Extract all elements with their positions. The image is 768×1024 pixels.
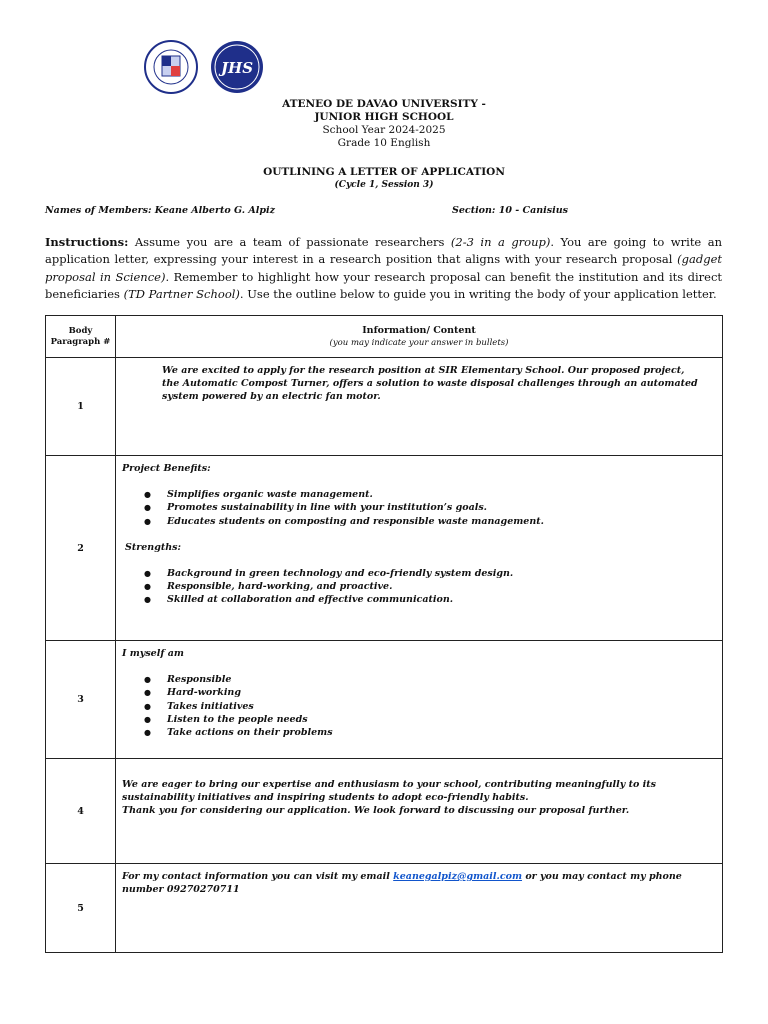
instructions-text: . You are going to write an application letter, expressing your interest in a research position that aligns with your research proposal [45, 235, 722, 267]
list-item: ● Responsible [122, 673, 716, 686]
list-item: ● Background in green technology and eco-friendly system design. [122, 567, 716, 580]
list-item: ● Listen to the people needs [122, 713, 716, 726]
title-sub: (Cycle 1, Session 3) [334, 180, 434, 190]
list-item: ● Simplifies organic waste management. [122, 488, 716, 501]
list-item: ● Responsible, hard-working, and proactive. [122, 580, 716, 593]
members-line [45, 205, 725, 216]
paragraph-content [116, 641, 723, 759]
list-item: ● Skilled at collaboration and effective communication. [122, 593, 716, 606]
svg-text:JHS: JHS [220, 59, 254, 77]
contact-paragraph [116, 864, 722, 896]
logos [138, 40, 278, 96]
ateneo-seal-logo [138, 40, 204, 94]
list-item: ● Educates students on composting and responsible waste management. [122, 515, 716, 528]
list-item: ● Takes initiatives [122, 700, 716, 713]
thank-you-paragraph: Thank you for considering our application. We look forward to discussing our proposal further. [122, 805, 630, 817]
table-row [46, 759, 723, 864]
col-header-content [116, 316, 723, 358]
paragraph-number: 3 [46, 641, 116, 759]
school-year: School Year 2024-2025 [322, 124, 446, 136]
instructions-label: Instructions: [45, 235, 129, 249]
outline-table [45, 315, 723, 953]
document-header [0, 98, 768, 150]
self-description-heading: I myself am [122, 648, 184, 659]
col-header-subtitle: (you may indicate your answer in bullets) [329, 338, 509, 348]
closing-paragraph: We are eager to bring our expertise and enthusiasm to your school, contributing meaningfully to its sustainability initiatives and inspiring students to adopt eco-friendly habits. [122, 779, 656, 804]
row4-content [116, 759, 722, 818]
paragraph-content [116, 864, 723, 953]
table-row [46, 358, 723, 456]
list-item: ● Promotes sustainability in line with your institution’s goals. [122, 501, 716, 514]
paragraph-content [116, 358, 723, 456]
self-description-list [122, 673, 716, 739]
instructions-group-note: (2-3 in a group) [450, 235, 551, 249]
contact-text: or you may contact my phone number 09270270711 [122, 871, 682, 896]
email-link[interactable]: keanegalpiz@gmail.com [393, 871, 523, 882]
instructions-text: . Use the outline below to guide you in writing the body of your application letter. [239, 286, 717, 301]
row3-content [116, 641, 722, 739]
col-header-title: Information/ Content [362, 325, 476, 336]
strengths-list [122, 567, 716, 607]
col-header-paragraph: Body Paragraph # [46, 316, 116, 358]
jhs-seal-logo [204, 40, 270, 94]
document-title [0, 166, 768, 191]
paragraph-number: 5 [46, 864, 116, 953]
instructions-partner-note: (TD Partner School) [123, 286, 240, 301]
table-row [46, 864, 723, 953]
paragraph-number: 4 [46, 759, 116, 864]
school-name: JUNIOR HIGH SCHOOL [314, 111, 454, 123]
grade-subject: Grade 10 English [337, 137, 431, 149]
paragraph-number: 2 [46, 456, 116, 641]
paragraph-content [116, 456, 723, 641]
instructions-text: Assume you are a team of passionate researchers [128, 235, 451, 249]
instructions-paragraph [45, 234, 722, 303]
paragraph-number: 1 [46, 358, 116, 456]
title-main: OUTLINING A LETTER OF APPLICATION [263, 166, 505, 178]
strengths-heading: Strengths: [125, 541, 181, 553]
contact-text: For my contact information you can visit my email [122, 871, 394, 882]
table-row [46, 641, 723, 759]
instructions-gadget-note: (gadget proposal in Science) [45, 252, 722, 284]
project-benefits-heading: Project Benefits: [122, 463, 211, 474]
table-row [46, 456, 723, 641]
instructions-text: . Remember to highlight how your research proposal can benefit the institution and its direct beneficiaries [45, 269, 723, 301]
list-item: ● Take actions on their problems [122, 726, 716, 739]
row2-content [116, 456, 722, 607]
member-names: Names of Members: Keane Alberto G. Alpiz [45, 205, 276, 216]
paragraph-content [116, 759, 723, 864]
list-item: ● Hard-working [122, 686, 716, 699]
university-name: ATENEO DE DAVAO UNIVERSITY - [282, 98, 486, 110]
table-header-row [46, 316, 723, 358]
row1-text: We are excited to apply for the research position at SIR Elementary School. Our proposed project, the Automatic Compost Turner, offers a solution to waste disposal challenges through an automated system powered by an electric fan motor. [162, 365, 698, 403]
section-label: Section: 10 - Canisius [452, 205, 568, 216]
project-benefits-list [122, 488, 716, 528]
